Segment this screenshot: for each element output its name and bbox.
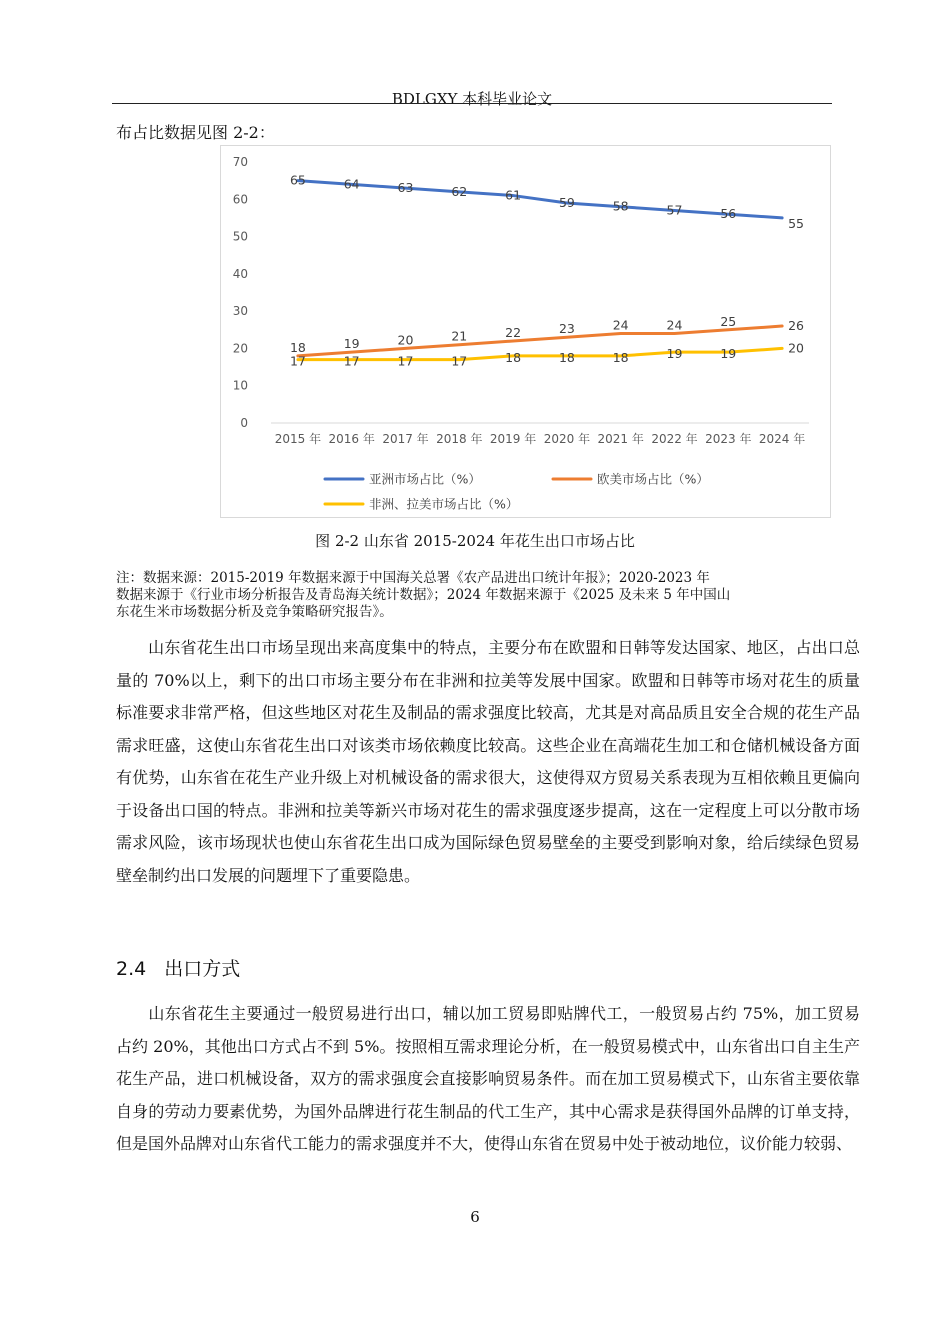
data-label: 63 [397, 180, 414, 196]
data-label: 65 [289, 172, 306, 188]
x-tick-label: 2019 年 [489, 432, 537, 446]
data-label: 17 [343, 353, 360, 369]
data-label: 17 [289, 353, 306, 369]
page-number: 6 [470, 1208, 480, 1226]
y-tick-label: 20 [232, 341, 248, 356]
body-paragraph [116, 998, 860, 1161]
data-label: 21 [451, 328, 468, 344]
legend-label: 亚洲市场占比（%） [369, 471, 481, 487]
series-line [298, 181, 782, 218]
legend-label: 欧美市场占比（%） [597, 471, 709, 487]
data-label: 62 [451, 183, 468, 199]
y-tick-label: 70 [232, 155, 248, 169]
data-label: 26 [788, 318, 805, 334]
data-label: 55 [788, 215, 805, 231]
section-number: 2.4 [116, 958, 147, 980]
running-header: BDLGXY 本科毕业论文 [391, 90, 553, 108]
y-tick-label: 40 [232, 266, 248, 281]
source-note [116, 570, 860, 621]
x-tick-label: 2023 年 [705, 432, 752, 446]
y-tick-label: 50 [232, 229, 248, 244]
line-chart [220, 145, 831, 518]
x-tick-label: 2018 年 [436, 432, 483, 446]
x-tick-label: 2017 年 [382, 432, 429, 446]
data-label: 23 [558, 321, 575, 337]
data-label: 59 [558, 195, 575, 211]
data-label: 18 [289, 339, 306, 355]
body-paragraph [116, 632, 860, 892]
x-tick-label: 2021 年 [597, 432, 644, 446]
paragraph-text: 山东省花生出口市场呈现出来高度集中的特点，主要分布在欧盟和日韩等发达国家、地区，占出口总量的 70%以上，剩下的出口市场主要分布在非洲和拉美等发展中国家。欧盟和日韩等市场对花生的质量标准要求非常严格，但这些地区对花生及制品的需求强度比较高，尤其是对高品质且安全合规的花生产品需求旺盛，这使山东省花生出口对该类市场依赖度比较高。这些企业在高端花生加工和仓储机械设备方面有优势，山东省在花生产业升级上对机械设备的需求很大，这使得双方贸易关系表现为互相依赖且更偏向于设备出口国的特点。非洲和拉美等新兴市场对花生的需求强度逐步提高，这在一定程度上可以分散市场需求风险，该市场现状也使山东省花生出口成为国际绿色贸易壁垒的主要受到影响对象，给后续绿色贸易壁垒制约出口发展的问题埋下了重要隐患。 [116, 638, 860, 885]
data-label: 24 [666, 317, 683, 333]
header-rule [112, 103, 832, 104]
y-tick-label: 60 [232, 192, 248, 207]
x-tick-label: 2016 年 [328, 432, 375, 446]
data-label: 18 [612, 349, 629, 365]
data-label: 19 [343, 336, 360, 352]
data-label: 57 [666, 202, 683, 218]
data-label: 20 [397, 332, 414, 348]
x-tick-label: 2024 年 [758, 432, 806, 446]
data-label: 56 [720, 206, 737, 222]
data-label: 18 [505, 349, 522, 365]
y-tick-label: 0 [240, 416, 248, 430]
x-tick-label: 2022 年 [651, 432, 698, 446]
paragraph-text: 山东省花生主要通过一般贸易进行出口，辅以加工贸易即贴牌代工，一般贸易占约 75%，加工贸易占约 20%，其他出口方式占不到 5%。按照相互需求理论分析，在一般贸易模式中，山东省出口自主生产花生产品，进口机械设备，双方的需求强度会直接影响贸易条件。而在加工贸易模式下，山东省主要依靠自身的劳动力要素优势，为国外品牌进行花生制品的代工生产，其中心需求是获得国外品牌的订单支持，但是国外品牌对山东省代工能力的需求强度并不大，使得山东省在贸易中处于被动地位，议价能力较弱、 [116, 1004, 860, 1153]
x-tick-label: 2020 年 [543, 432, 591, 446]
source-note-line: 数据来源于《行业市场分析报告及青岛海关统计数据》；2024 年数据来源于《2025 及未来 5 年中国山 [116, 587, 731, 603]
section-heading [116, 956, 240, 982]
y-tick-label: 30 [232, 304, 248, 319]
data-label: 18 [558, 349, 575, 365]
source-note-line: 注：数据来源：2015-2019 年数据来源于中国海关总署《农产品进出口统计年报》；2020-2023 年 [116, 570, 710, 586]
figure-caption: 图 2-2 山东省 2015-2024 年花生出口市场占比 [315, 532, 635, 550]
x-tick-label: 2015 年 [274, 432, 322, 446]
data-label: 17 [451, 353, 468, 369]
data-label: 17 [397, 353, 414, 369]
y-tick-label: 10 [232, 378, 248, 393]
chart-canvas [221, 146, 830, 517]
source-note-line: 东花生米市场数据分析及竞争策略研究报告》。 [116, 604, 393, 620]
data-label: 25 [720, 313, 737, 329]
data-label: 20 [788, 340, 805, 356]
data-label: 58 [612, 198, 629, 214]
data-label: 24 [612, 317, 629, 333]
data-label: 19 [720, 346, 737, 362]
section-title: 出口方式 [164, 958, 241, 980]
data-label: 22 [505, 324, 522, 340]
lead-text: 布占比数据见图 2-2： [116, 123, 275, 142]
data-label: 61 [505, 187, 522, 203]
legend-label: 非洲、拉美市场占比（%） [369, 496, 519, 512]
data-label: 19 [666, 346, 683, 362]
data-label: 64 [343, 176, 360, 192]
